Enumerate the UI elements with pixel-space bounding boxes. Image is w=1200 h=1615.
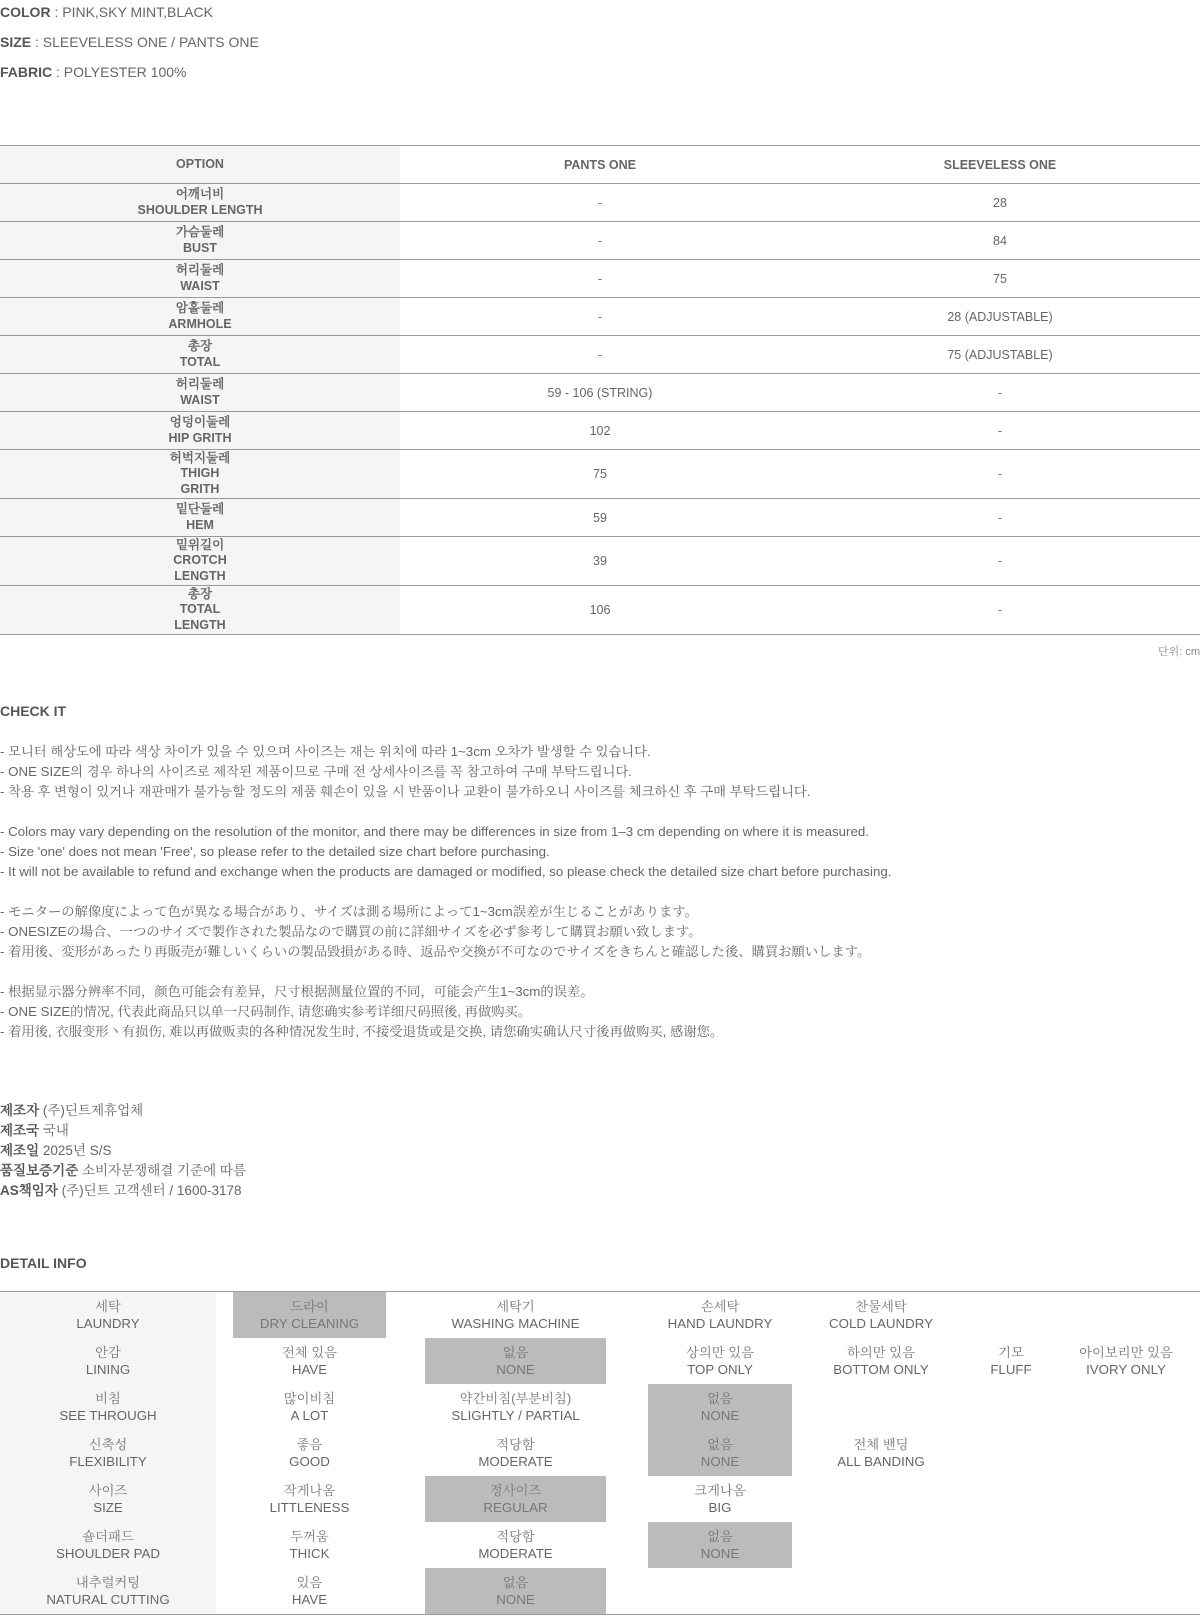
detail-label-en: IVORY ONLY <box>1086 1362 1166 1377</box>
detail-option-selected <box>233 1292 386 1338</box>
detail-label-ko: 없음 <box>707 1528 733 1544</box>
detail-label-en: LITTLENESS <box>269 1500 350 1515</box>
note-line: - 착용 후 변형이 있거나 재판매가 불가능할 정도의 제품 훼손이 있을 시 반품이나 교환이 불가하오니 사이즈를 체크하신 후 구매 부탁드립니다. <box>0 784 811 799</box>
detail-label-ko: 있음 <box>296 1574 323 1590</box>
option-cell <box>0 586 400 635</box>
pants-one-value: 59 <box>400 499 800 537</box>
detail-category <box>0 1292 216 1338</box>
detail-option <box>648 1292 792 1338</box>
detail-option-selected <box>425 1568 606 1614</box>
spec-label: COLOR <box>0 4 51 20</box>
pants-one-value: - <box>400 222 800 260</box>
detail-label-en: HAVE <box>291 1362 328 1377</box>
detail-label-en: HAND LAUNDRY <box>667 1316 773 1331</box>
detail-label-ko: 하의만 있음 <box>847 1344 915 1360</box>
spec-label: FABRIC <box>0 64 53 80</box>
table-row <box>0 450 1200 499</box>
option-label-ko: 총장 <box>187 586 213 601</box>
detail-row <box>0 1430 1200 1476</box>
option-cell <box>0 260 400 298</box>
table-row <box>0 374 1200 412</box>
detail-label-ko: 아이보리만 있음 <box>1079 1344 1173 1360</box>
detail-option <box>792 1476 970 1522</box>
detail-label-en: MODERATE <box>478 1454 553 1469</box>
option-label-en: HEM <box>186 517 214 532</box>
detail-category <box>0 1338 216 1384</box>
detail-option <box>233 1384 386 1430</box>
detail-option <box>792 1522 970 1568</box>
spec-line <box>0 0 259 27</box>
detail-label-en: NONE <box>700 1454 740 1469</box>
manufacturer-value: 국내 <box>39 1123 69 1138</box>
manufacturer-label: 제조일 <box>0 1143 40 1158</box>
detail-label-en: NONE <box>496 1592 535 1607</box>
manufacturer-label: 품질보증기준 <box>0 1163 79 1178</box>
detail-option <box>1052 1292 1200 1338</box>
detail-label-ko: 적당함 <box>496 1436 535 1452</box>
detail-category <box>0 1568 216 1614</box>
sleeveless-one-value: 84 <box>800 222 1200 260</box>
detail-option <box>1052 1568 1200 1614</box>
spec-label: SIZE <box>0 34 32 50</box>
detail-label-ko: 드라이 <box>290 1298 329 1314</box>
option-cell <box>0 336 400 374</box>
pants-one-value: 39 <box>400 537 800 586</box>
manufacturer-label: 제조자 <box>0 1103 40 1118</box>
option-cell <box>0 374 400 412</box>
check-it-title: CHECK IT <box>0 703 67 719</box>
table-row <box>0 586 1200 635</box>
detail-option <box>970 1384 1052 1430</box>
detail-label-en: NATURAL CUTTING <box>46 1592 170 1607</box>
detail-option <box>233 1430 386 1476</box>
detail-label-ko: 신축성 <box>88 1436 128 1452</box>
detail-option <box>792 1568 970 1614</box>
detail-option <box>648 1568 792 1614</box>
detail-label-ko: 내추럴커팅 <box>75 1574 141 1590</box>
detail-label-en: REGULAR <box>483 1500 548 1515</box>
size-table <box>0 145 1200 635</box>
option-label-ko: 암홀둘레 <box>175 301 225 315</box>
header-pants-one: PANTS ONE <box>400 146 800 184</box>
manufacturer-value: 2025년 S/S <box>39 1143 112 1158</box>
detail-option <box>233 1522 386 1568</box>
note-line: - 着用後、変形があったり再販売が難しいくらいの製品毀損がある時、返品や交換が不可なのでサイズをきちんと確認した後、購買お願いします。 <box>0 944 871 959</box>
detail-label-en: A LOT <box>290 1408 329 1423</box>
detail-option <box>970 1568 1052 1614</box>
spec-line <box>0 27 259 57</box>
detail-label-ko: 사이즈 <box>88 1482 128 1498</box>
sleeveless-one-value: - <box>800 586 1200 635</box>
manufacturer-line <box>0 1101 246 1121</box>
pants-one-value: - <box>400 336 800 374</box>
option-cell <box>0 499 400 537</box>
detail-label-en: ALL BANDING <box>837 1454 925 1469</box>
detail-label-ko: 약간비침(부분비침) <box>459 1390 572 1406</box>
detail-option <box>425 1430 606 1476</box>
detail-label-en: LAUNDRY <box>76 1316 140 1331</box>
detail-option-selected <box>425 1338 606 1384</box>
note-group <box>0 982 891 1042</box>
header-sleeveless-one: SLEEVELESS ONE <box>800 146 1200 184</box>
option-label-ko: 허리둘레 <box>175 377 225 391</box>
option-cell <box>0 537 400 586</box>
detail-label-ko: 적당함 <box>496 1528 535 1544</box>
detail-option <box>233 1568 386 1614</box>
sleeveless-one-value: 28 (ADJUSTABLE) <box>800 298 1200 336</box>
detail-option <box>1052 1522 1200 1568</box>
option-label-en: LENGTH <box>174 617 226 632</box>
detail-label-ko: 없음 <box>502 1344 529 1360</box>
detail-label-ko: 많이비침 <box>283 1390 336 1406</box>
option-label-ko: 가슴둘레 <box>175 225 225 239</box>
manufacturer-line <box>0 1161 246 1181</box>
detail-label-ko: 손세탁 <box>700 1298 740 1314</box>
detail-label-en: MODERATE <box>478 1546 553 1561</box>
detail-option <box>792 1384 970 1430</box>
table-row <box>0 336 1200 374</box>
manufacturer-line <box>0 1181 246 1201</box>
detail-label-en: THICK <box>289 1546 330 1561</box>
option-label-en: THIGH <box>180 466 220 481</box>
note-line: - It will not be available to refund and exchange when the products are damaged or modified, so please check the detailed size chart before purchasing. <box>0 864 892 879</box>
manufacturer-label: 제조국 <box>0 1123 40 1138</box>
detail-row <box>0 1568 1200 1614</box>
spec-value: : POLYESTER 100% <box>52 64 187 80</box>
pants-one-value: 106 <box>400 586 800 635</box>
detail-label-ko: 안감 <box>95 1344 121 1360</box>
detail-label-en: NONE <box>496 1362 535 1377</box>
option-cell <box>0 450 400 499</box>
detail-option <box>1052 1384 1200 1430</box>
detail-option <box>233 1338 386 1384</box>
table-row <box>0 537 1200 586</box>
option-label-en: WAIST <box>180 278 220 293</box>
detail-label-ko: 찬물세탁 <box>855 1298 907 1314</box>
detail-label-ko: 세탁 <box>95 1298 121 1314</box>
option-cell <box>0 412 400 450</box>
detail-option <box>970 1476 1052 1522</box>
detail-label-ko: 기모 <box>998 1344 1024 1360</box>
detail-info-title: DETAIL INFO <box>0 1255 87 1271</box>
detail-label-en: SEE THROUGH <box>59 1408 157 1423</box>
header-option: OPTION <box>0 146 400 184</box>
note-group <box>0 742 891 802</box>
detail-label-en: BIG <box>708 1500 732 1515</box>
detail-label-ko: 숄더패드 <box>82 1528 134 1544</box>
detail-label-en: LINING <box>85 1362 131 1377</box>
detail-label-en: SIZE <box>93 1500 123 1515</box>
detail-info-grid <box>0 1291 1200 1615</box>
detail-label-en: DRY CLEANING <box>259 1316 360 1331</box>
detail-label-ko: 상의만 있음 <box>686 1344 754 1360</box>
option-label-en: SHOULDER LENGTH <box>137 202 263 217</box>
option-cell <box>0 222 400 260</box>
option-label-en: TOTAL <box>179 602 221 617</box>
detail-label-en: FLEXIBILITY <box>69 1454 147 1469</box>
detail-row <box>0 1338 1200 1384</box>
manufacturer-line <box>0 1121 246 1141</box>
manufacturer-value: (주)딘트 고객센터 / 1600-3178 <box>57 1183 242 1198</box>
note-line: - ONE SIZE의 경우 하나의 사이즈로 제작된 제품이므로 구매 전 상세사이즈를 꼭 참고하여 구매 부탁드립니다. <box>0 764 633 779</box>
option-label-en: CROTCH <box>173 553 227 568</box>
detail-label-ko: 전체 있음 <box>281 1344 338 1360</box>
detail-label-en: NONE <box>700 1408 740 1423</box>
detail-option <box>970 1522 1052 1568</box>
detail-row <box>0 1522 1200 1568</box>
note-group <box>0 822 891 882</box>
detail-option <box>648 1476 792 1522</box>
option-label-ko: 엉덩이둘레 <box>169 415 231 429</box>
detail-category <box>0 1522 216 1568</box>
option-label-en: ARMHOLE <box>168 316 232 331</box>
table-row <box>0 499 1200 537</box>
detail-label-en: SLIGHTLY / PARTIAL <box>451 1408 580 1423</box>
note-line: - 모니터 해상도에 따라 색상 차이가 있을 수 있으며 사이즈는 재는 위치에 따라 1~3cm 오차가 발생할 수 있습니다. <box>0 744 651 759</box>
sleeveless-one-value: - <box>800 412 1200 450</box>
manufacturer-value: (주)딘트제휴업체 <box>39 1103 144 1118</box>
sleeveless-one-value: - <box>800 537 1200 586</box>
detail-option-selected <box>648 1522 792 1568</box>
detail-label-ko: 비침 <box>95 1390 121 1406</box>
detail-option <box>970 1430 1052 1476</box>
detail-row <box>0 1476 1200 1522</box>
manufacturer-line <box>0 1141 246 1161</box>
detail-option-selected <box>648 1384 792 1430</box>
table-row <box>0 184 1200 222</box>
option-label-ko: 밑단둘레 <box>175 502 225 516</box>
note-line: - Size 'one' does not mean 'Free', so please refer to the detailed size chart before purchasing. <box>0 844 550 859</box>
spec-value: : PINK,SKY MINT,BLACK <box>50 4 213 20</box>
detail-label-ko: 크게나옴 <box>694 1482 746 1498</box>
detail-option <box>1052 1430 1200 1476</box>
detail-label-en: WASHING MACHINE <box>451 1316 580 1331</box>
detail-option-selected <box>648 1430 792 1476</box>
detail-label-ko: 전체 밴딩 <box>853 1436 909 1452</box>
detail-label-ko: 없음 <box>707 1390 733 1406</box>
detail-option <box>233 1476 386 1522</box>
detail-label-en: COLD LAUNDRY <box>829 1316 933 1331</box>
table-row <box>0 412 1200 450</box>
detail-label-en: SHOULDER PAD <box>56 1546 160 1561</box>
detail-label-ko: 좋음 <box>296 1436 323 1452</box>
option-label-ko: 총장 <box>187 339 213 353</box>
detail-row <box>0 1292 1200 1338</box>
detail-option <box>648 1338 792 1384</box>
option-label-ko: 밑위길이 <box>175 537 225 552</box>
option-label-ko: 허리둘레 <box>175 263 225 277</box>
detail-option <box>425 1384 606 1430</box>
detail-option <box>792 1430 970 1476</box>
option-cell <box>0 184 400 222</box>
sleeveless-one-value: - <box>800 499 1200 537</box>
option-label-ko: 허벅지둘레 <box>169 450 231 465</box>
pants-one-value: 59 - 106 (STRING) <box>400 374 800 412</box>
detail-label-en: NONE <box>700 1546 740 1561</box>
option-label-ko: 어깨너비 <box>175 187 225 201</box>
option-label-en: GRITH <box>180 481 220 496</box>
pants-one-value: - <box>400 260 800 298</box>
unit-label: 단위: cm <box>1157 646 1200 658</box>
spec-value: : SLEEVELESS ONE / PANTS ONE <box>31 34 259 50</box>
check-it-notes <box>0 742 891 1062</box>
pants-one-value: - <box>400 298 800 336</box>
sleeveless-one-value: 75 (ADJUSTABLE) <box>800 336 1200 374</box>
pants-one-value: 102 <box>400 412 800 450</box>
detail-label-en: HAVE <box>291 1592 328 1607</box>
detail-category <box>0 1430 216 1476</box>
detail-label-ko: 없음 <box>502 1574 529 1590</box>
detail-option <box>1052 1338 1200 1384</box>
detail-option <box>970 1292 1052 1338</box>
option-cell <box>0 298 400 336</box>
option-label-en: LENGTH <box>174 568 226 583</box>
detail-label-en: GOOD <box>289 1454 330 1469</box>
detail-label-ko: 두꺼움 <box>290 1528 329 1544</box>
detail-option <box>792 1338 970 1384</box>
detail-category <box>0 1476 216 1522</box>
detail-option <box>792 1292 970 1338</box>
table-row <box>0 298 1200 336</box>
manufacturer-label: AS책임자 <box>0 1183 58 1198</box>
option-label-en: BUST <box>182 240 218 255</box>
detail-row <box>0 1384 1200 1430</box>
detail-label-ko: 세탁기 <box>496 1298 535 1314</box>
option-label-en: TOTAL <box>179 354 221 369</box>
detail-option <box>970 1338 1052 1384</box>
pants-one-value: - <box>400 184 800 222</box>
note-line: - ONE SIZE的情况, 代表此商品只以单一尺码制作, 请您确实参考详细尺码照後, 再做购买。 <box>0 1004 532 1019</box>
table-row <box>0 260 1200 298</box>
detail-label-ko: 없음 <box>707 1436 733 1452</box>
table-row <box>0 222 1200 260</box>
sleeveless-one-value: - <box>800 450 1200 499</box>
detail-label-ko: 작게나옴 <box>283 1482 336 1498</box>
note-line: - 根据显示器分辨率不同，颜色可能会有差异，尺寸根据测量位置的不同，可能会产生1~3cm的误差。 <box>0 984 594 999</box>
option-label-en: WAIST <box>180 392 220 407</box>
option-label-en: HIP GRITH <box>168 430 232 445</box>
note-line: - Colors may vary depending on the resolution of the monitor, and there may be differences in size from 1–3 cm depending on where it is measured. <box>0 824 869 839</box>
detail-option-selected <box>425 1476 606 1522</box>
detail-option <box>425 1292 606 1338</box>
detail-label-en: FLUFF <box>990 1362 1032 1377</box>
sleeveless-one-value: 75 <box>800 260 1200 298</box>
spec-list <box>0 0 259 87</box>
spec-line <box>0 57 259 87</box>
detail-option <box>425 1522 606 1568</box>
note-line: - ONESIZEの場合、一つのサイズで製作された製品なので購買の前に詳細サイズを必ず参考して購買お願い致します。 <box>0 924 702 939</box>
note-line: - モニターの解像度によって色が異なる場合があり、サイズは測る場所によって1~3cm誤差が生じることがあります。 <box>0 904 698 919</box>
sleeveless-one-value: 28 <box>800 184 1200 222</box>
detail-label-ko: 정사이즈 <box>489 1482 542 1498</box>
detail-category <box>0 1384 216 1430</box>
detail-label-en: TOP ONLY <box>687 1362 753 1377</box>
sleeveless-one-value: - <box>800 374 1200 412</box>
note-line: - 着用後, 衣服变形丶有损伤, 难以再做贩卖的各种情况发生时, 不接受退货或是交换, 请您确实确认尺寸後再做购买, 感谢您。 <box>0 1024 724 1039</box>
detail-label-en: BOTTOM ONLY <box>833 1362 929 1377</box>
detail-option <box>1052 1476 1200 1522</box>
pants-one-value: 75 <box>400 450 800 499</box>
note-group <box>0 902 891 962</box>
manufacturer-value: 소비자분쟁해결 기준에 따름 <box>78 1163 246 1178</box>
manufacturer-info <box>0 1101 246 1201</box>
